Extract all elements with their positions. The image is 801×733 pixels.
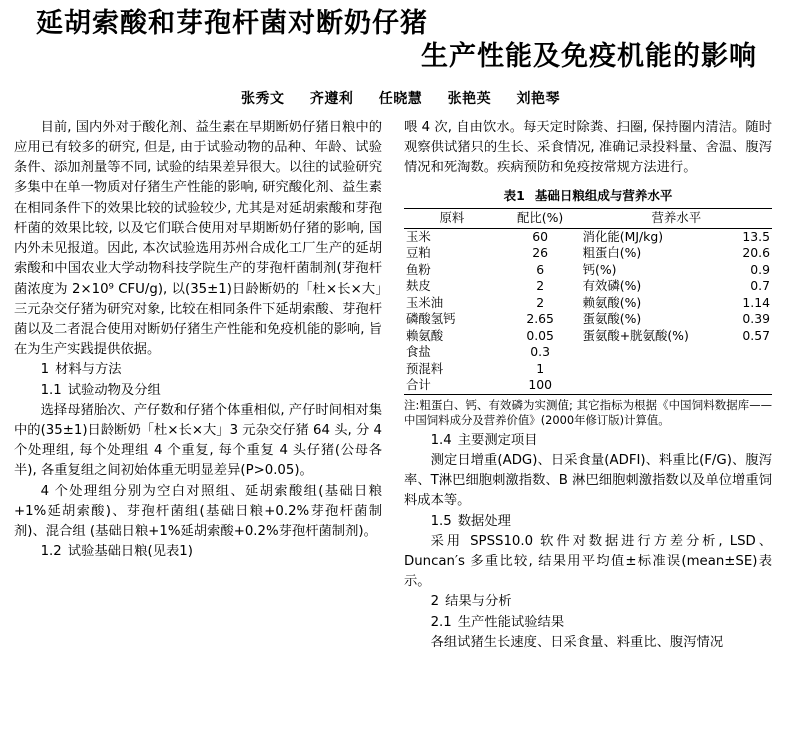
cell-nutrient: 消化能(MJ/kg) xyxy=(582,228,664,244)
cell-value xyxy=(706,377,772,394)
subsection-heading-2-1 xyxy=(404,613,772,633)
title-line-2: 生产性能及免疫机能的影响 xyxy=(421,40,757,72)
table-row xyxy=(404,377,772,394)
section-2-title: 结果与分析 xyxy=(445,594,512,610)
table-1-title: 基础日粮组成与营养水平 xyxy=(534,188,673,204)
table-row xyxy=(404,295,772,312)
section-2-number: 2 xyxy=(430,594,440,610)
table-1-number: 表1 xyxy=(503,188,525,204)
cell-ingredient: 预混料 xyxy=(406,360,444,376)
subsection-1-4-number: 1.4 xyxy=(430,432,452,448)
subsection-1-2-number: 1.2 xyxy=(40,544,62,560)
cell-value: 0.9 xyxy=(750,261,770,277)
cell-nutrient: 赖氨酸(%) xyxy=(582,294,642,310)
subsection-1-1-title: 试验动物及分组 xyxy=(67,382,161,398)
author-4: 张艳英 xyxy=(447,90,492,107)
paragraph-1-1-a: 选择母猪胎次、产仔数和仔猪个体重相似, 产仔时间相对集中的(35±1)日龄断奶「杜×长×大」3 元杂交仔猪 64 头, 分 4 个处理组, 每个处理组 4 个重复, 每个重复 4 头仔猪(公母各半), 各重复组之间初始体重无明显差异(P>0.05)。 xyxy=(14,402,382,479)
subsection-1-4-title: 主要测定项目 xyxy=(457,432,538,448)
col-header-nutrient-level: 营养水平 xyxy=(581,209,772,229)
cell-ingredient: 玉米油 xyxy=(406,294,444,310)
cell-ingredient: 合计 xyxy=(404,377,500,394)
cell-value: 0.57 xyxy=(742,327,770,343)
cell-nutrient xyxy=(581,344,706,361)
cell-ratio: 2.65 xyxy=(526,311,554,327)
cell-nutrient xyxy=(581,377,706,394)
subsection-1-2-title: 试验基础日粮(见表1) xyxy=(67,544,193,560)
paragraph-2-1: 各组试猪生长速度、日采食量、料重比、腹泻情况 xyxy=(430,634,724,650)
table-1-note xyxy=(404,398,772,429)
cell-nutrient: 钙(%) xyxy=(582,261,617,277)
cell-ingredient: 玉米 xyxy=(406,228,431,244)
paragraph-1-1-b: 4 个处理组分别为空白对照组、延胡索酸组(基础日粮+1%延胡索酸)、芽孢杆菌组(基础日粮+0.2%芽孢杆菌制剂)、混合组 (基础日粮+1%延胡索酸+0.2%芽孢杆菌制剂)。 xyxy=(14,483,382,539)
table-row xyxy=(404,262,772,279)
table-1-caption xyxy=(404,186,772,205)
subsection-1-5-title: 数据处理 xyxy=(457,513,511,529)
table-row xyxy=(404,328,772,345)
cell-value: 0.39 xyxy=(742,311,770,327)
cell-value xyxy=(706,344,772,361)
cell-ratio: 26 xyxy=(532,245,549,261)
section-1-number: 1 xyxy=(40,362,50,378)
cell-nutrient: 粗蛋白(%) xyxy=(582,245,642,261)
author-5: 刘艳琴 xyxy=(516,90,560,107)
cell-value: 20.6 xyxy=(742,245,770,261)
article-title xyxy=(14,8,787,74)
cell-nutrient: 蛋氨酸(%) xyxy=(582,311,642,327)
table-row xyxy=(404,228,772,245)
table-note-text: 粗蛋白、钙、有效磷为实测值; 其它指标为根据《中国饲料数据库——中国饲料成分及营养价值》(2000年修订版)计算值。 xyxy=(404,397,773,428)
subsection-heading-1-2 xyxy=(14,542,382,562)
subsection-heading-1-4 xyxy=(404,431,772,451)
table-1-block xyxy=(404,186,772,428)
cell-ratio: 1 xyxy=(536,360,545,376)
col-header-ratio: 配比(%) xyxy=(500,209,581,229)
cell-nutrient: 有效磷(%) xyxy=(582,278,642,294)
paragraph-1-4: 测定日增重(ADG)、日采食量(ADFI)、料重比(F/G)、腹泻率、T淋巴细胞刺激指数、B 淋巴细胞刺激指数以及单位增重饲料成本等。 xyxy=(404,452,772,509)
cell-value: 0.7 xyxy=(750,278,770,294)
section-heading-1 xyxy=(14,360,382,380)
paragraph-1-5: 采用 SPSS10.0 软件对数据进行方差分析, LSD、Duncan′s 多重比较, 结果用平均值±标准误(mean±SE)表示。 xyxy=(404,533,772,590)
cell-ingredient: 食盐 xyxy=(406,344,431,360)
table-row xyxy=(404,245,772,262)
cell-nutrient xyxy=(581,361,706,378)
cell-ratio: 2 xyxy=(536,294,545,310)
table-row xyxy=(404,361,772,378)
cell-ingredient: 豆粕 xyxy=(406,245,431,261)
cell-value xyxy=(706,361,772,378)
subsection-1-1-number: 1.1 xyxy=(40,382,62,398)
section-heading-2 xyxy=(404,592,772,612)
table-body xyxy=(404,228,772,394)
cell-ingredient: 麸皮 xyxy=(406,278,431,294)
cell-value: 1.14 xyxy=(742,294,770,310)
author-1: 张秀文 xyxy=(241,90,285,107)
cell-ingredient: 鱼粉 xyxy=(406,261,431,277)
table-1 xyxy=(404,208,772,395)
cell-value: 13.5 xyxy=(742,228,770,244)
table-row xyxy=(404,311,772,328)
cell-ingredient: 赖氨酸 xyxy=(406,327,444,343)
cell-ingredient: 磷酸氢钙 xyxy=(406,311,456,327)
right-column xyxy=(404,118,772,653)
table-row xyxy=(404,344,772,361)
cell-ratio: 60 xyxy=(532,228,549,244)
intro-paragraph: 目前, 国内外对于酸化剂、益生素在早期断奶仔猪日粮中的应用已有较多的研究, 但是, 由于试验动物的品种、年龄、试验条件、添加剂量等不同, 试验的结果差异很大。以往的试验研究多集中在单一物质对仔猪生产性能的影响, 研究酸化剂、益生素在相同条件下的效果比较的试验较少, 尤其是对延胡索酸和芽孢杆菌的效果比较, 以及它们联合使用对早期断奶仔猪的影响, 国内外未见报道。因此, 本次试验选用苏州合成化工厂生产的延胡索酸和中国农业大学动物科技学院生产的芽孢杆菌制剂(芽孢杆菌浓度为 2×10⁹ CFU/g), 以(35±1)日龄断奶的「杜×长×大」三元杂交仔猪为研究对象, 比较在相同条件下延胡索酸、芽孢杆菌以及二者混合使用对断奶仔猪生产性能和免疫机能的影响, 旨在为生产实践提供依据。 xyxy=(14,119,382,358)
body-columns xyxy=(14,118,787,653)
subsection-2-1-number: 2.1 xyxy=(430,614,452,630)
title-line-1: 延胡索酸和芽孢杆菌对断奶仔猪 xyxy=(36,8,428,39)
col-header-ingredient: 原料 xyxy=(404,209,500,229)
cell-ratio: 0.05 xyxy=(526,327,554,343)
table-row xyxy=(404,278,772,295)
cell-ratio: 100 xyxy=(500,377,581,394)
author-2: 齐遵利 xyxy=(309,90,354,107)
subsection-2-1-title: 生产性能试验结果 xyxy=(457,614,565,630)
subsection-heading-1-5 xyxy=(404,512,772,532)
cell-nutrient: 蛋氨酸+胱氨酸(%) xyxy=(582,327,689,343)
left-column xyxy=(14,118,382,653)
table-header-row xyxy=(404,209,772,229)
cell-ratio: 6 xyxy=(536,261,545,277)
section-1-title: 材料与方法 xyxy=(55,362,122,378)
paragraph-top-right: 喂 4 次, 自由饮水。每天定时除粪、扫圈, 保持圈内清洁。随时观察供试猪只的生长、采食情况, 准确记录投料量、舍温、腹泻情况和死淘数。疾病预防和免疫按常规方法进行。 xyxy=(404,119,772,176)
cell-ratio: 0.3 xyxy=(530,344,550,360)
author-3: 任晓慧 xyxy=(378,90,423,107)
subsection-1-5-number: 1.5 xyxy=(430,513,452,529)
subsection-heading-1-1 xyxy=(14,381,382,401)
table-note-label: 注: xyxy=(404,397,420,412)
author-list xyxy=(14,88,787,108)
cell-ratio: 2 xyxy=(536,278,545,294)
